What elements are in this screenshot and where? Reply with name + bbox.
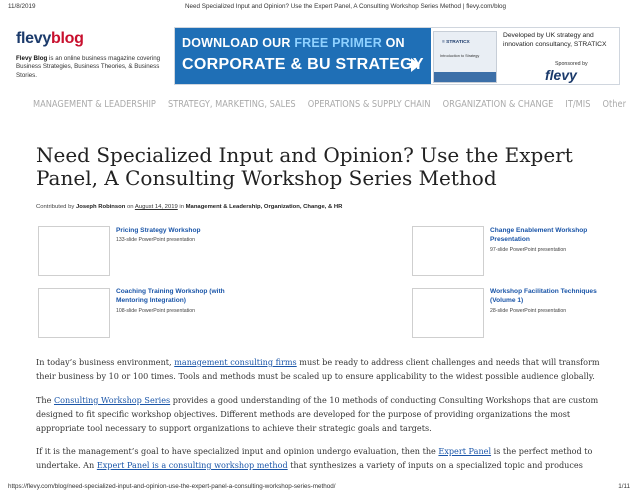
cover-subtitle: Introduction to Strategy (440, 54, 480, 58)
product-name[interactable]: Workshop Facilitation Techniques (Volume 1) (490, 288, 597, 304)
paragraph-workshop-series: The Consulting Workshop Series provides a good understanding of the 10 methods of conducting Consulting Workshops that are custom designed to fit specific workshop objectives. Different methods are developed for the purpose of providing organizations the most appropriate tool necessary to support organizations to achieve their strategic goals and targets. (36, 395, 599, 433)
product-thumbnail[interactable] (38, 288, 110, 338)
nav-item-it-mis[interactable]: IT/MIS (565, 99, 591, 110)
banner-side-text: Developed by UK strategy and innovation consultancy, STRATICX (503, 32, 607, 48)
product-desc: 97-slide PowerPoint presentation (490, 247, 567, 253)
nav-item-organization-change[interactable]: ORGANIZATION & CHANGE (442, 99, 554, 110)
site-tagline (16, 55, 161, 80)
link-management-consulting-firms[interactable]: management consulting firms (174, 357, 297, 367)
tagline-brand: Flevy Blog (16, 55, 48, 62)
cover-brand: ≡ STRATICX (442, 40, 470, 45)
tagline-text: is an online business magazine covering Business Strategies, Business Theories, & Business Stories. (16, 55, 161, 79)
article-byline: Contributed by Joseph Robinson on August 14, 2019 in Management & Leadership, Organization, Change, & HR (36, 204, 343, 210)
article-title: Need Specialized Input and Opinion? Use the Expert Panel, A Consulting Workshop Series Method (36, 143, 573, 190)
primer-banner-ad[interactable] (174, 27, 620, 85)
link-consulting-workshop-series[interactable]: Consulting Workshop Series (53, 395, 171, 405)
nav-item-management-leadership[interactable]: MANAGEMENT & LEADERSHIP (33, 99, 156, 110)
link-expert-panel[interactable]: Expert Panel (438, 446, 492, 456)
sponsor-logo: flevy (545, 67, 577, 83)
product-name[interactable]: Coaching Training Workshop (with Mentoring Integration) (116, 288, 225, 304)
sponsored-label: Sponsored by (555, 61, 588, 67)
product-thumbnail[interactable] (412, 288, 484, 338)
product-thumbnail[interactable] (38, 226, 110, 276)
primer-cover-image (433, 31, 497, 83)
print-url: https://flevy.com/blog/need-specialized-input-and-opinion-use-the-expert-panel-a-consulting-workshop-series-method/ (8, 483, 336, 490)
print-page-title: Need Specialized Input and Opinion? Use the Expert Panel, A Consulting Workshop Series Method | flevy.com/blog (185, 3, 506, 10)
paragraph-expert-panel: If it is the management’s goal to have specialized input and opinion undergo evaluation, then the Expert Panel is the perfect method to undertake. An Expert Panel is a consulting workshop method that synthesizes a variety of inputs on a specialized topic and produces (36, 446, 593, 470)
logo-part-flevy: flevy (16, 30, 51, 47)
product-name[interactable]: Pricing Strategy Workshop (116, 227, 201, 234)
paragraph-intro: In today’s business environment, management consulting firms must be ready to address client challenges and needs that will transform their business by 10 or 100 times. Tools and methods must be scaled up to ensure applicability to the widest possible audience globally. (36, 357, 600, 381)
nav-item-operations-supply-chain[interactable]: OPERATIONS & SUPPLY CHAIN (307, 99, 431, 110)
product-card[interactable] (412, 288, 622, 338)
print-date: 11/8/2019 (8, 3, 36, 10)
product-thumbnail[interactable] (412, 226, 484, 276)
banner-blue-panel (175, 28, 431, 84)
product-card[interactable] (38, 226, 268, 276)
site-logo[interactable] (16, 30, 84, 48)
print-page-number: 1/11 (618, 483, 630, 490)
print-footer (0, 481, 638, 493)
product-desc: 108-slide PowerPoint presentation (116, 308, 196, 314)
product-desc: 28-slide PowerPoint presentation (490, 308, 567, 314)
article-categories[interactable]: Management & Leadership, Organization, Change, & HR (185, 204, 343, 210)
product-desc: 133-slide PowerPoint presentation (116, 237, 196, 243)
play-arrow-icon (411, 58, 420, 72)
author-link[interactable]: Joseph Robinson (75, 204, 126, 210)
cover-bar (434, 72, 496, 82)
product-card[interactable] (38, 288, 268, 338)
print-header (0, 0, 638, 14)
main-nav (33, 99, 626, 113)
banner-headline-1: DOWNLOAD OUR FREE PRIMER ON (182, 36, 405, 50)
product-name[interactable]: Change Enablement Workshop Presentation (490, 227, 588, 243)
logo-part-blog: blog (50, 30, 84, 47)
banner-headline-2: CORPORATE & BU STRATEGY (182, 56, 424, 73)
article-date[interactable]: August 14, 2019 (134, 204, 178, 210)
link-expert-panel-method[interactable]: Expert Panel is a consulting workshop method (96, 460, 288, 470)
nav-item-strategy-marketing-sales[interactable]: STRATEGY, MARKETING, SALES (167, 99, 296, 110)
product-card[interactable] (412, 226, 622, 276)
nav-item-other[interactable]: Other (602, 99, 626, 110)
